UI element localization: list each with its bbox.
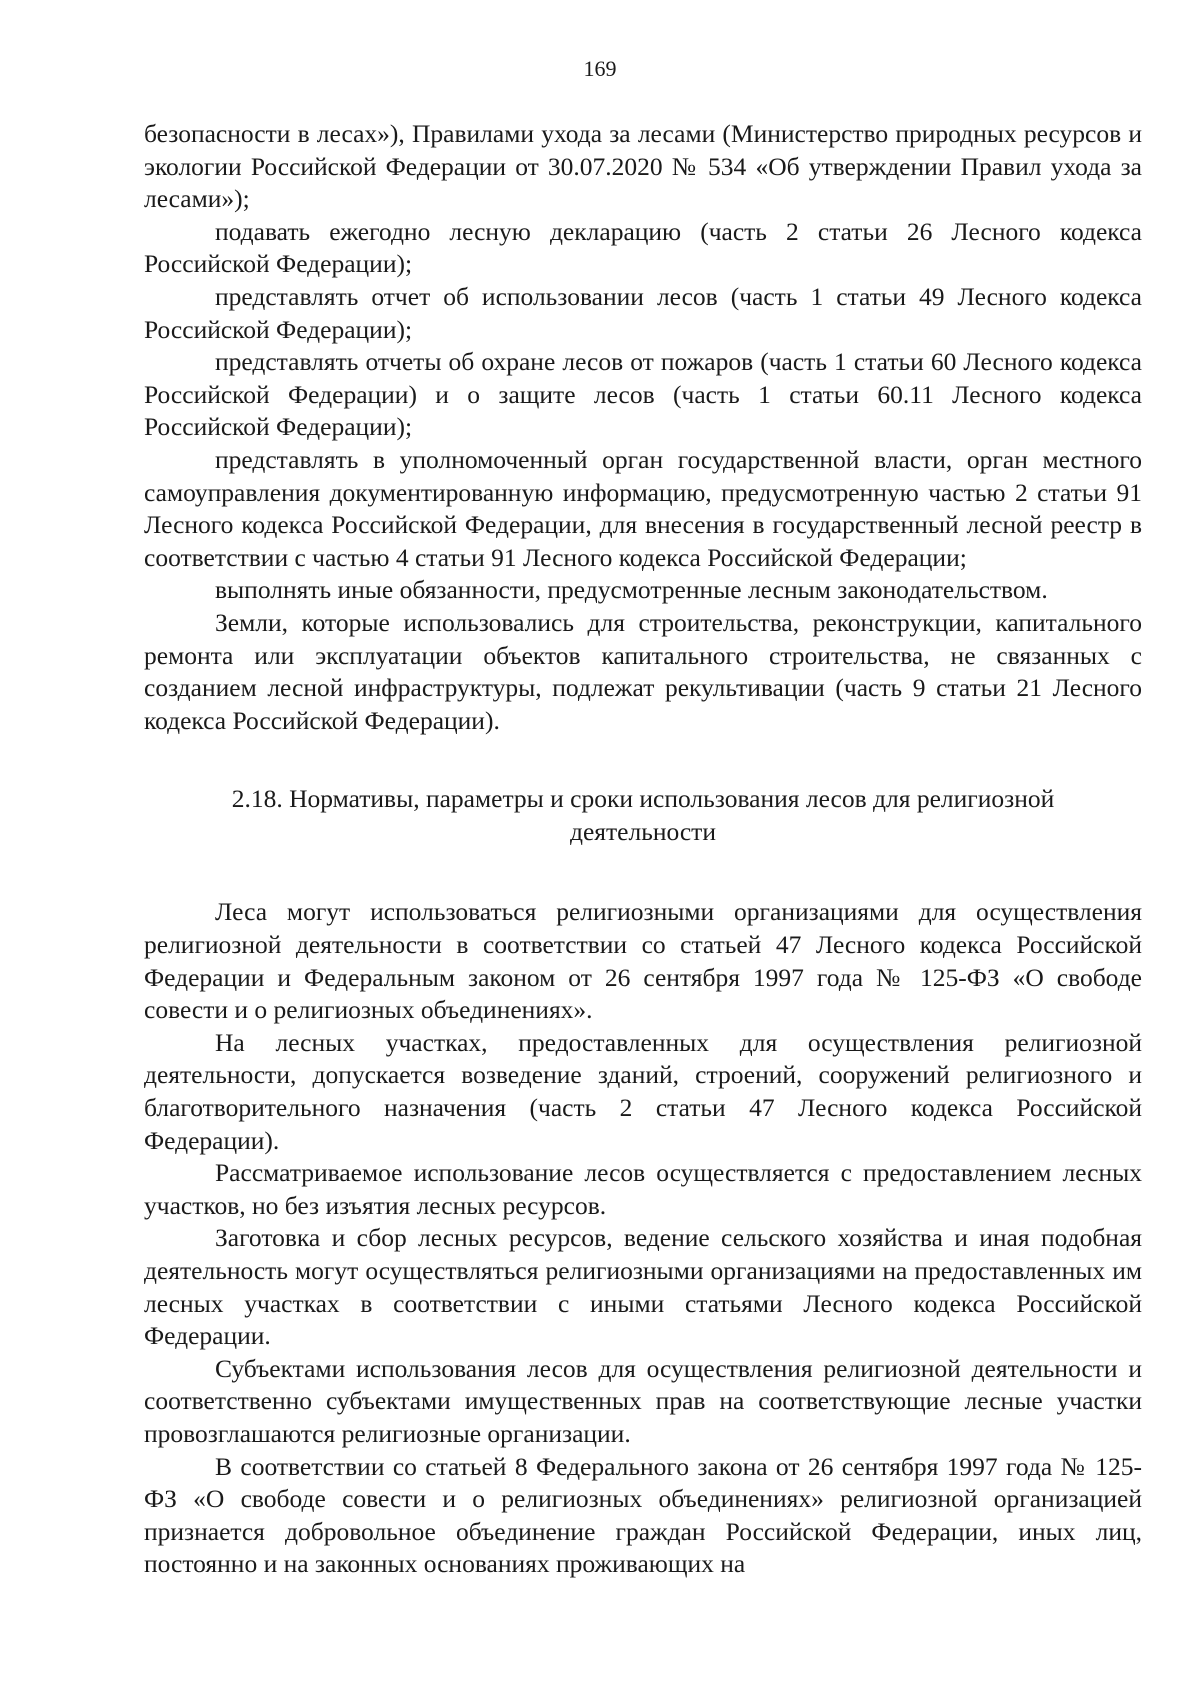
section-heading-line-2: деятельности	[570, 816, 716, 846]
paragraph-harvesting: Заготовка и сбор лесных ресурсов, ведение сельского хозяйства и иная подобная деятельность могут осуществляться религиозными организациями на предоставленных им лесных участках в соответствии с иными статьями Лесного кодекса Российской Федерации.	[144, 1223, 1142, 1351]
paragraph-obligation-other: выполнять иные обязанности, предусмотренные лесным законодательством.	[215, 575, 1048, 605]
paragraph-recultivation: Земли, которые использовались для строительства, реконструкции, капитального ремонта или эксплуатации объектов капитального строительства, не связанных с созданием лесной инфраструктуры, подлежат рекультивации (часть 9 статьи 21 Лесного кодекса Российской Федерации).	[144, 607, 1142, 735]
paragraph-religious-buildings: На лесных участках, предоставленных для осуществления религиозной деятельности, допускается возведение зданий, строений, сооружений религиозного и благотворительного назначения (часть 2 статьи 47 Лесного кодекса Российской Федерации).	[144, 1027, 1142, 1155]
section-heading	[144, 783, 1142, 848]
paragraph-continuation: безопасности в лесах»), Правилами ухода за лесами (Министерство природных ресурсов и экологии Российской Федерации от 30.07.2020 № 534 «Об утверждении Правил ухода за лесами»);	[144, 119, 1142, 214]
paragraph-obligation-report: представлять отчет об использовании лесов (часть 1 статьи 49 Лесного кодекса Российской Федерации);	[144, 281, 1142, 344]
paragraph-obligation-registry: представлять в уполномоченный орган государственной власти, орган местного самоуправления документированную информацию, предусмотренную частью 2 статьи 91 Лесного кодекса Российской Федерации, для внесения в государственный лесной реестр в соответствии с частью 4 статьи 91 Лесного кодекса Российской Федерации;	[144, 444, 1142, 572]
paragraph-subjects: Субъектами использования лесов для осуществления религиозной деятельности и соответственно субъектами имущественных прав на соответствующие лесные участки провозглашаются религиозные организации.	[144, 1353, 1142, 1448]
paragraph-obligation-fire-protection: представлять отчеты об охране лесов от пожаров (часть 1 статьи 60 Лесного кодекса Российской Федерации) и о защите лесов (часть 1 статьи 60.11 Лесного кодекса Российской Федерации);	[144, 347, 1142, 442]
document-body	[144, 118, 1142, 1581]
section-heading-line-1: 2.18. Нормативы, параметры и сроки использования лесов для религиозной	[231, 784, 1055, 814]
page-number: 169	[583, 56, 617, 81]
paragraph-obligation-declaration: подавать ежегодно лесную декларацию (часть 2 статьи 26 Лесного кодекса Российской Федерации);	[144, 216, 1142, 279]
paragraph-religious-use: Леса могут использоваться религиозными организациями для осуществления религиозной деятельности в соответствии со статьей 47 Лесного кодекса Российской Федерации и Федеральным законом от 26 сентября 1997 года № 125-ФЗ «О свободе совести и о религиозных объединениях».	[144, 897, 1142, 1025]
paragraph-definition: В соответствии со статьей 8 Федерального закона от 26 сентября 1997 года № 125-ФЗ «О свободе совести и о религиозных объединениях» религиозной организацией признается добровольное объединение граждан Российской Федерации, иных лиц, постоянно и на законных основаниях проживающих на	[144, 1451, 1142, 1579]
paragraph-no-withdrawal: Рассматриваемое использование лесов осуществляется с предоставлением лесных участков, но без изъятия лесных ресурсов.	[144, 1158, 1142, 1220]
